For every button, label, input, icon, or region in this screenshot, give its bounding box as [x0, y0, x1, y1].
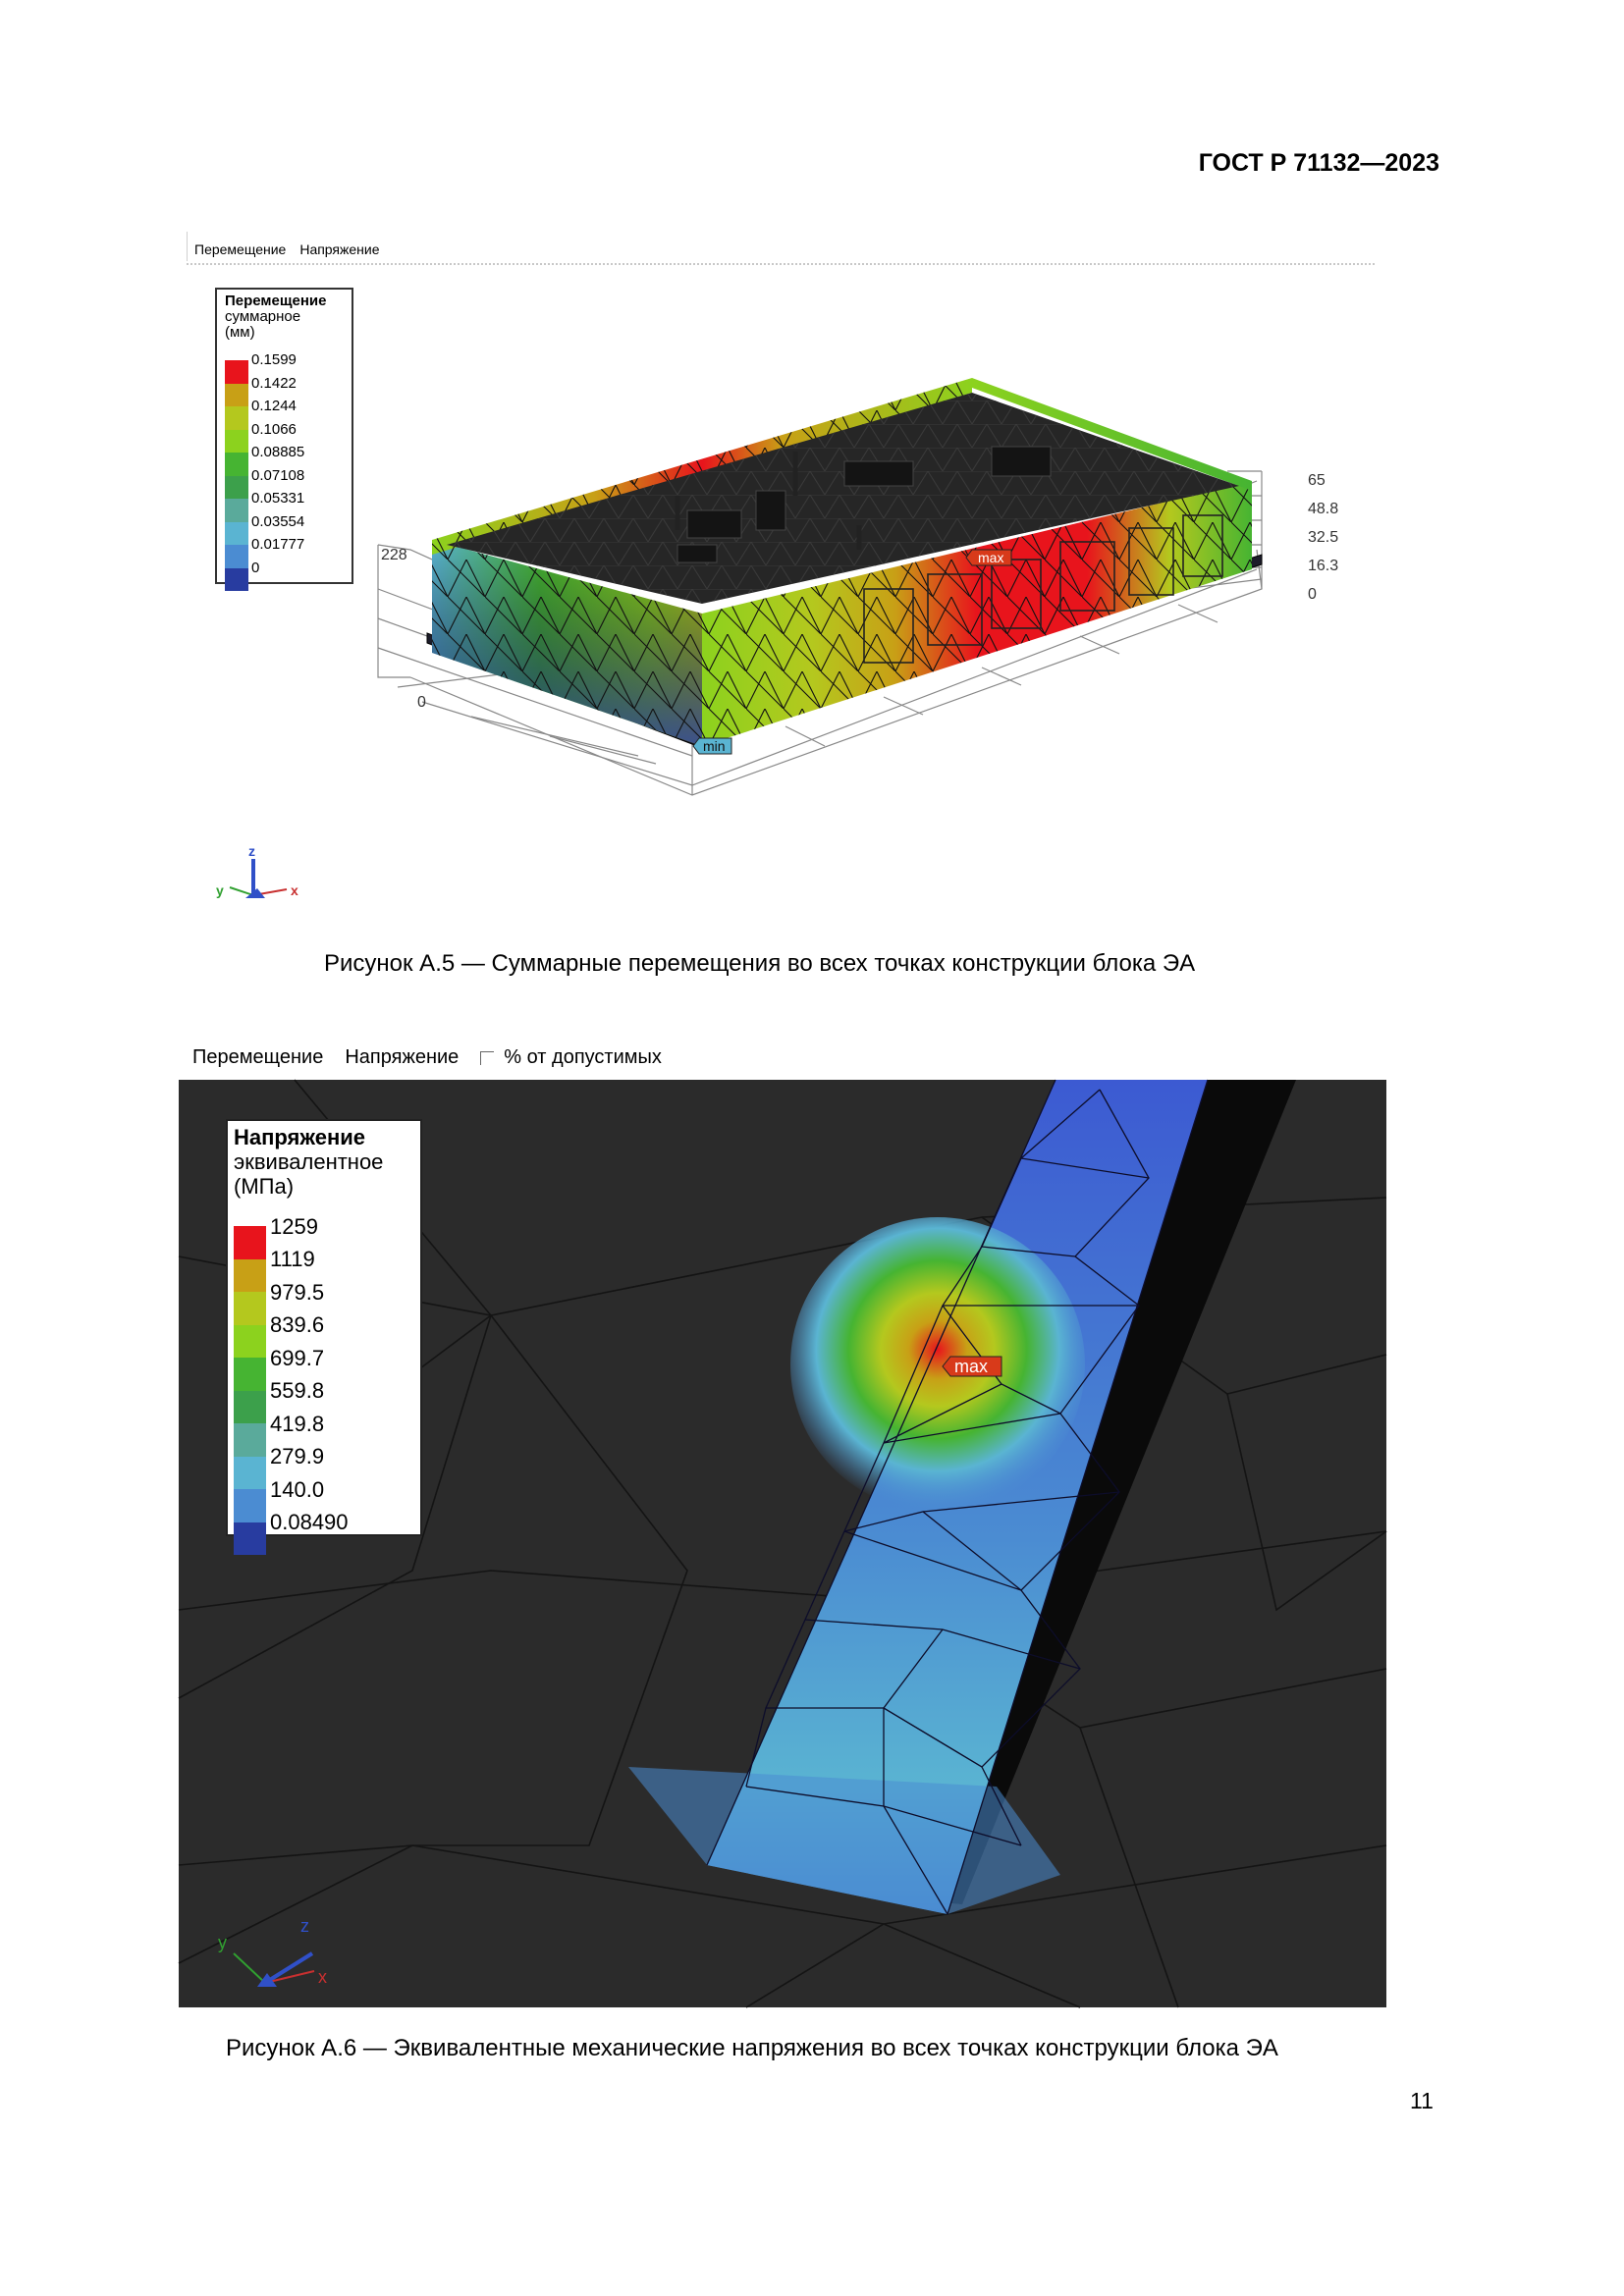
tab-displacement[interactable]: Перемещение	[194, 241, 287, 257]
triad-y: y	[216, 882, 224, 898]
legend-value: 839.6	[270, 1312, 325, 1338]
triad-y: y	[218, 1933, 227, 1952]
min-label: min	[703, 738, 726, 754]
max-marker	[943, 1357, 1001, 1376]
stress-legend	[226, 1119, 422, 1536]
triad-z: z	[300, 1916, 309, 1936]
legend-value: 1259	[270, 1213, 318, 1239]
legend-swatch	[225, 360, 248, 384]
legend-title: Напряжение	[234, 1125, 365, 1149]
legend-row	[225, 559, 304, 592]
legend-row	[234, 1510, 349, 1556]
tab-displacement[interactable]: Перемещение	[192, 1046, 324, 1068]
legend-swatch	[234, 1325, 266, 1359]
legend-swatch	[225, 406, 248, 430]
axis-tick-label: 0	[1308, 586, 1317, 603]
tab-bar-a6	[192, 1046, 662, 1069]
axis-tick-label: 228	[381, 547, 407, 563]
legend-swatch	[234, 1226, 266, 1259]
legend-value: 1119	[270, 1247, 315, 1272]
legend-value: 0.01777	[251, 536, 305, 554]
legend-swatch	[234, 1358, 266, 1391]
legend-swatch	[225, 453, 248, 476]
triad-z: z	[248, 843, 255, 859]
displacement-legend	[215, 288, 353, 584]
legend-value: 0.1244	[251, 398, 297, 415]
percent-allowable-label: % от допустимых	[504, 1046, 662, 1068]
legend-swatch	[225, 545, 248, 568]
legend-value: 0.08885	[251, 444, 305, 461]
legend-value: 699.7	[270, 1345, 325, 1370]
legend-value: 0.08490	[270, 1510, 349, 1535]
tab-separator	[187, 232, 188, 261]
triad-x: x	[318, 1967, 327, 1987]
legend-value: 0.07108	[251, 466, 305, 484]
axis-tick-label: 0	[417, 694, 426, 711]
percent-allowable-checkbox[interactable]	[480, 1051, 494, 1065]
legend-swatch	[225, 568, 248, 592]
min-marker	[693, 738, 731, 754]
legend-swatch	[225, 499, 248, 522]
legend-unit: (мм)	[225, 324, 255, 341]
legend-swatch	[234, 1423, 266, 1457]
legend-value: 0.1422	[251, 374, 297, 392]
legend-swatch	[234, 1292, 266, 1325]
legend-value: 419.8	[270, 1411, 325, 1436]
legend-value: 559.8	[270, 1378, 325, 1404]
tab-stress[interactable]: Напряжение	[345, 1046, 460, 1068]
axis-tick-label: 65	[1308, 472, 1326, 489]
displacement-3d-view	[187, 275, 1339, 923]
legend-swatch	[234, 1522, 266, 1556]
legend-value: 0	[251, 559, 260, 576]
legend-scale	[225, 351, 305, 591]
legend-value: 279.9	[270, 1444, 325, 1469]
legend-title: Перемещение	[225, 293, 327, 309]
legend-value: 0.03554	[251, 512, 305, 530]
triad-x: x	[291, 882, 298, 898]
axis-tick-label: 32.5	[1308, 529, 1339, 546]
axis-tick-label: 16.3	[1308, 558, 1339, 574]
max-marker	[966, 550, 1011, 565]
document-header: ГОСТ Р 71132—2023	[1198, 149, 1439, 177]
tab-divider	[187, 263, 1375, 265]
axis-tick-label: 48.8	[1308, 501, 1339, 517]
legend-swatch	[234, 1391, 266, 1424]
legend-scale	[234, 1213, 349, 1555]
max-label: max	[978, 550, 1004, 565]
legend-swatch	[225, 476, 248, 500]
legend-value: 0.1599	[251, 351, 297, 369]
legend-value: 0.05331	[251, 490, 305, 507]
legend-value: 979.5	[270, 1279, 325, 1305]
legend-value: 0.1066	[251, 420, 297, 438]
legend-subtitle: суммарное	[225, 308, 301, 325]
legend-value: 140.0	[270, 1476, 325, 1502]
figure-caption: Рисунок А.5 — Суммарные перемещения во всех точках конструкции блока ЭА	[324, 950, 1196, 977]
percent-allowable-toggle[interactable]	[480, 1046, 662, 1069]
legend-swatch	[225, 384, 248, 407]
tab-stress[interactable]: Напряжение	[299, 241, 380, 257]
legend-swatch	[234, 1259, 266, 1293]
page-number: 11	[1410, 2088, 1434, 2113]
legend-swatch	[225, 522, 248, 546]
legend-subtitle: эквивалентное	[234, 1149, 384, 1174]
axis-triad-icon	[216, 843, 298, 898]
legend-swatch	[234, 1457, 266, 1490]
legend-swatch	[234, 1489, 266, 1522]
legend-unit: (МПа)	[234, 1174, 295, 1199]
tab-bar-a5	[194, 241, 380, 257]
legend-row	[225, 536, 305, 568]
max-label: max	[954, 1357, 989, 1376]
legend-swatch	[225, 430, 248, 454]
figure-caption: Рисунок А.6 — Эквивалентные механические напряжения во всех точках конструкции блока ЭА	[226, 2035, 1278, 2061]
